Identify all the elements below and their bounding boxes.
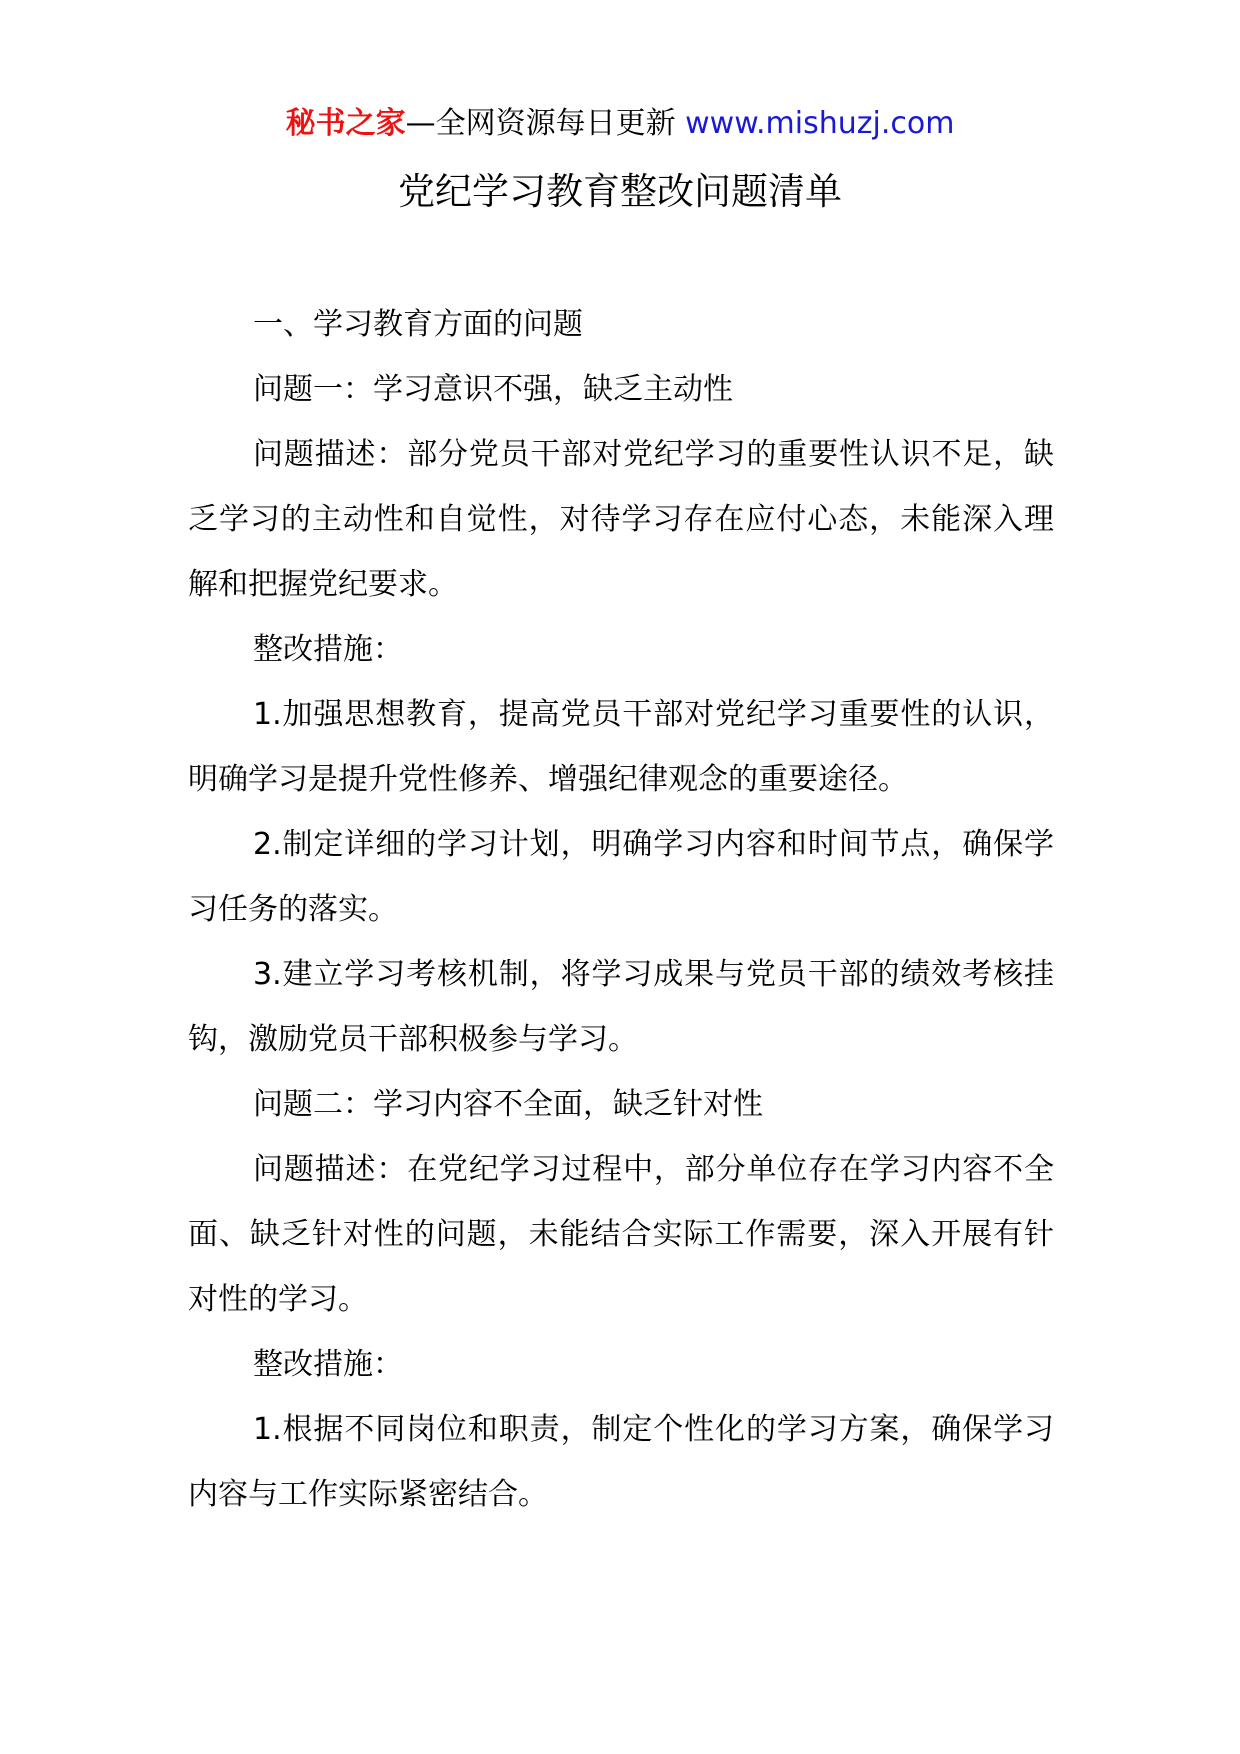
document-title: 党纪学习教育整改问题清单 <box>398 170 842 213</box>
measures-heading: 整改措施： <box>253 632 403 667</box>
document-body <box>188 292 1054 1527</box>
issue-heading: 问题一：学习意识不强，缺乏主动性 <box>253 372 733 407</box>
issue-heading: 问题二：学习内容不全面，缺乏针对性 <box>253 1087 763 1122</box>
measure-item: 1.根据不同岗位和职责，制定个性化的学习方案，确保学习内容与工作实际紧密结合。 <box>188 1412 1054 1512</box>
issue-description: 问题描述：部分党员干部对党纪学习的重要性认识不足，缺乏学习的主动性和自觉性，对待学习存在应付心态，未能深入理解和把握党纪要求。 <box>188 437 1054 602</box>
measure-item: 2.制定详细的学习计划，明确学习内容和时间节点，确保学习任务的落实。 <box>188 827 1054 927</box>
section-heading: 一、学习教育方面的问题 <box>253 307 583 342</box>
site-header <box>0 104 1240 144</box>
measures-heading: 整改措施： <box>253 1347 403 1382</box>
issue-description: 问题描述：在党纪学习过程中，部分单位存在学习内容不全面、缺乏针对性的问题，未能结合实际工作需要，深入开展有针对性的学习。 <box>188 1152 1054 1317</box>
header-tagline: —全网资源每日更新 <box>405 106 676 141</box>
site-url-link[interactable]: www.mishuzj.com <box>685 106 955 141</box>
measure-item: 3.建立学习考核机制，将学习成果与党员干部的绩效考核挂钩，激励党员干部积极参与学习。 <box>188 957 1054 1057</box>
brand-name: 秘书之家 <box>285 106 406 141</box>
measure-item: 1.加强思想教育，提高党员干部对党纪学习重要性的认识，明确学习是提升党性修养、增强纪律观念的重要途径。 <box>188 697 1054 797</box>
